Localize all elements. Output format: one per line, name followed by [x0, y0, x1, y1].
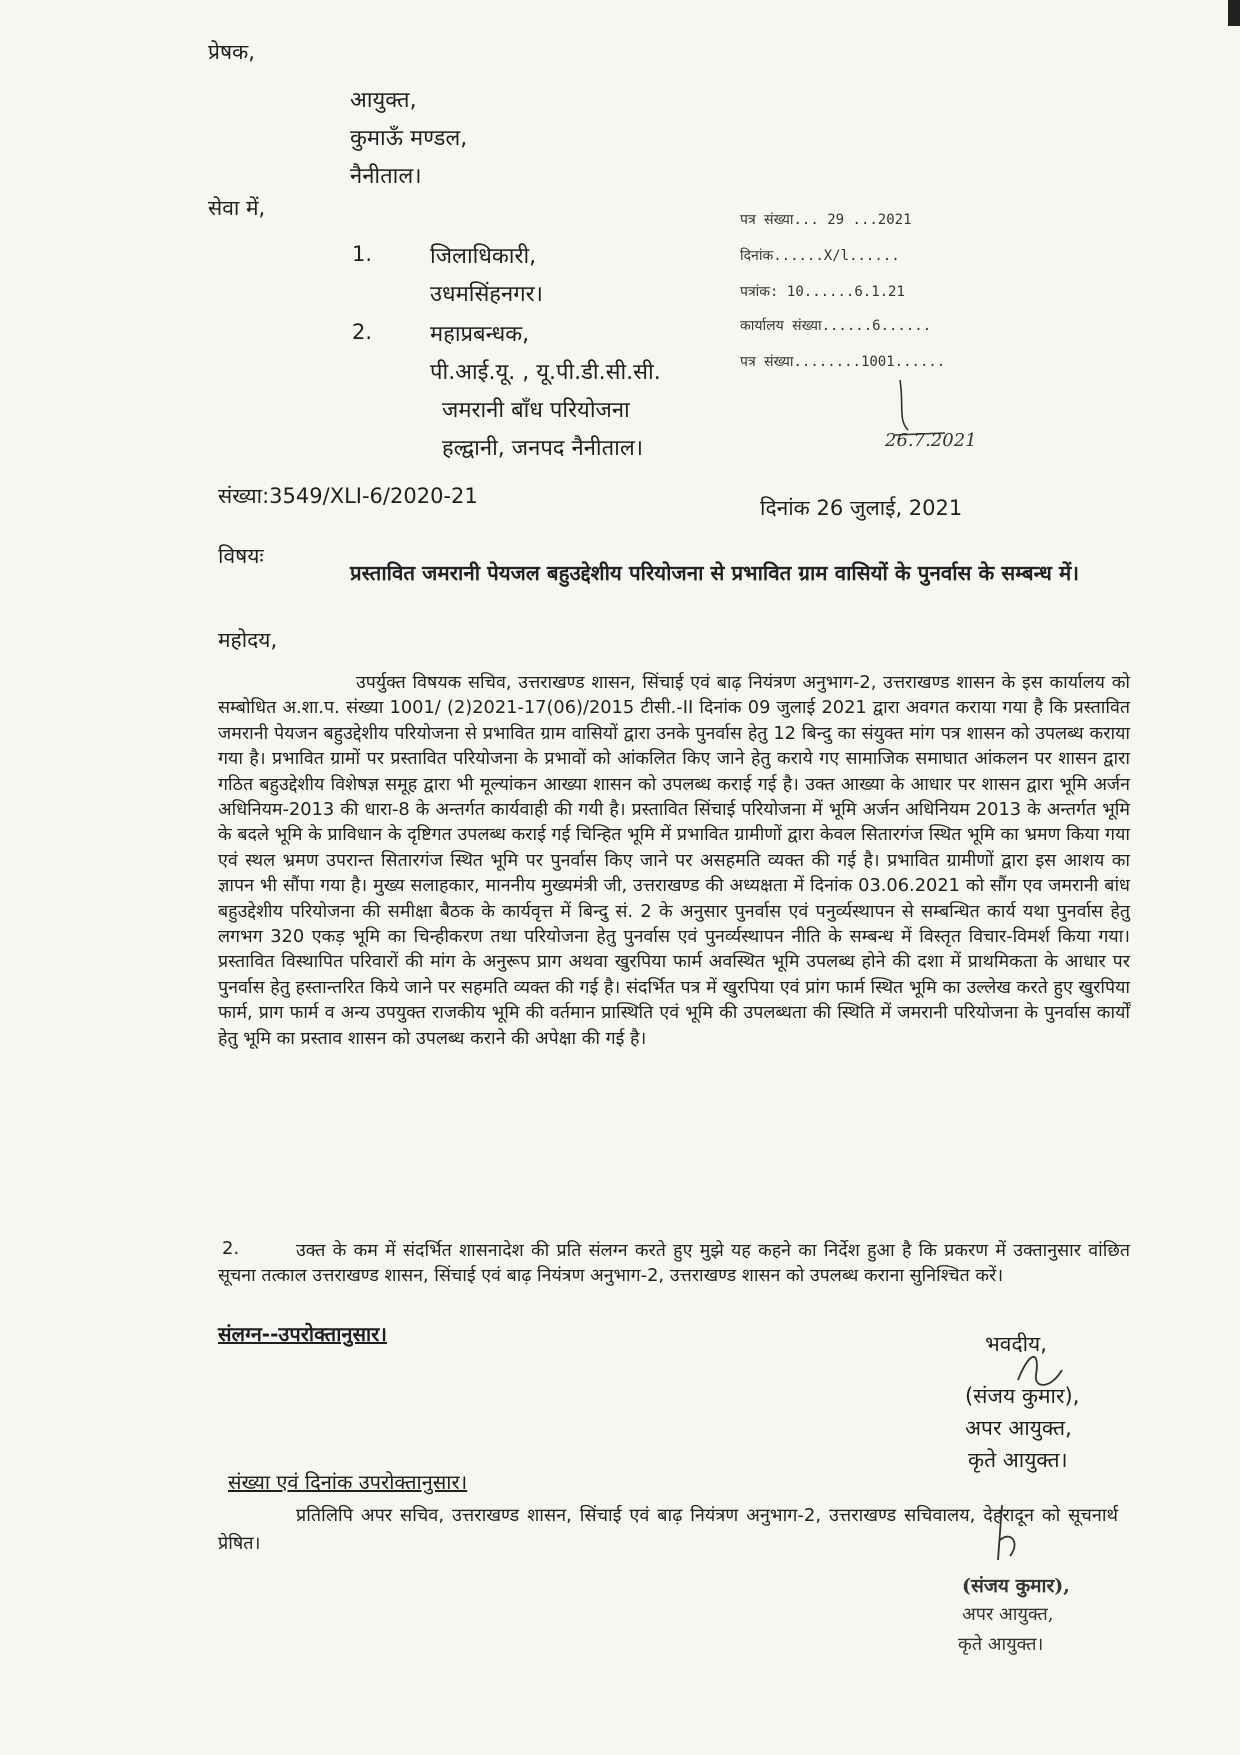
recipient-1-number: 1.: [352, 242, 373, 266]
stamp-line-3: पत्रांक: 10......6.1.21: [740, 284, 905, 300]
signature-1-name: (संजय कुमार),: [965, 1384, 1080, 1408]
receipt-stamp: [740, 210, 980, 460]
signature-2-on-behalf: कृते आयुक्त।: [958, 1634, 1044, 1655]
stamp-line-1: पत्र संख्या... 29 ...2021: [740, 212, 912, 228]
signature-1-on-behalf: कृते आयुक्त।: [968, 1448, 1068, 1472]
body-paragraph-2-number: 2.: [222, 1238, 240, 1259]
copy-reference: संख्या एवं दिनांक उपरोक्तानुसार।: [228, 1470, 468, 1494]
recipient-1-line-2: उधमसिंहनगर।: [430, 282, 543, 307]
subject-text: प्रस्तावित जमरानी पेयजल बहुउद्देशीय परियोजना से प्रभावित ग्राम वासियों के पुनर्वास के सम्बन्ध में।: [350, 561, 1080, 585]
signature-2-handwritten: [990, 1500, 1050, 1570]
recipient-2-line-3: जमरानी बाँध परियोजना: [442, 398, 630, 423]
copy-text: प्रतिलिपि अपर सचिव, उत्तराखण्ड शासन, सिंचाई एवं बाढ़ नियंत्रण अनुभाग-2, उत्तराखण्ड सचिवालय, देहरादून को सूचनार्थ प्रेषित।: [218, 1505, 1118, 1554]
seva-me-label: सेवा में,: [208, 196, 266, 220]
signature-2-designation: अपर आयुक्त,: [962, 1604, 1054, 1625]
sender-line-3: नैनीताल।: [350, 164, 422, 189]
scan-edge-mark: [1228, 0, 1240, 26]
letter-date: दिनांक 26 जुलाई, 2021: [760, 496, 963, 520]
reference-number: संख्या:3549/XLI-6/2020-21: [218, 484, 478, 508]
signature-2-name: (संजय कुमार),: [962, 1575, 1070, 1597]
stamp-line-4: कार्यालय संख्या......6......: [740, 318, 932, 334]
sender-line-1: आयुक्त,: [350, 88, 417, 113]
subject-label: विषयः: [218, 544, 264, 568]
recipient-2-line-1: महाप्रबन्धक,: [430, 322, 530, 347]
signature-1-designation: अपर आयुक्त,: [965, 1416, 1072, 1440]
body-paragraph-2: उक्त के कम में संदर्भित शासनादेश की प्रति संलग्न करते हुए मुझे यह कहने का निर्देश हुआ है कि प्रकरण में उक्तानुसार वांछित सूचना तत्काल उत्तराखण्ड शासन, सिंचाई एवं बाढ़ नियंत्रण अनुभाग-2, उत्तराखण्ड शासन को उपलब्ध कराना सुनिश्चित करें।: [218, 1240, 1130, 1287]
enclosure-note: संलग्न--उपरोक्तानुसार।: [218, 1322, 387, 1346]
recipient-2-line-2: पी.आई.यू. , यू.पी.डी.सी.सी.: [430, 360, 661, 385]
prakshak-label: प्रेषक,: [208, 40, 255, 64]
signature-1-closing: भवदीय,: [985, 1332, 1047, 1356]
stamp-handwritten-date: 26.7.2021: [885, 430, 977, 451]
salutation: महोदय,: [218, 628, 278, 652]
stamp-initial-mark: [890, 375, 950, 445]
recipient-2-line-4: हल्द्वानी, जनपद नैनीताल।: [442, 436, 644, 461]
stamp-line-5: पत्र संख्या........1001......: [740, 354, 946, 370]
recipient-1-line-1: जिलाधिकारी,: [430, 244, 537, 269]
stamp-line-2: दिनांक......X/l......: [740, 248, 900, 264]
sender-line-2: कुमाऊँ मण्डल,: [350, 126, 468, 151]
recipient-2-number: 2.: [352, 320, 373, 344]
body-paragraph-1: उपर्युक्त विषयक सचिव, उत्तराखण्ड शासन, सिंचाई एवं बाढ़ नियंत्रण अनुभाग-2, उत्तराखण्ड शासन के इस कार्यालय को सम्बोधित अ.शा.प. संख्या 1001/ (2)2021-17(06)/2015 टीसी.-II दिनांक 09 जुलाई 2021 द्वारा अवगत कराया गया है कि प्रस्तावित जमरानी पेयजन बहुउद्देशीय परियोजना से प्रभावित ग्राम वासियों द्वारा उनके पुनर्वास हेतु 12 बिन्दु का संयुक्त मांग पत्र शासन को उपलब्ध कराया गया है। प्रभावित ग्रामों पर प्रस्तावित परियोजना के प्रभावों को आंकलित किए जाने हेतु कराये गए सामाजिक समाघात आंकलन पर शासन द्वारा गठित बहुउद्देशीय विशेषज्ञ समूह द्वारा भी मूल्यांकन आख्या शासन को उपलब्ध कराई गई है। उक्त आख्या के आधार पर शासन द्वारा भूमि अर्जन अधिनियम-2013 की धारा-8 के अन्तर्गत कार्यवाही की गयी है। प्रस्तावित सिंचाई परियोजना में भूमि अर्जन अधिनियम 2013 के अन्तर्गत भूमि के बदले भूमि के प्राविधान के दृष्टिगत उपलब्ध कराई गई चिन्हित भूमि में प्रभावित ग्रामीणों द्वारा केवल सितारगंज स्थित भूमि का भ्रमण किया गया एवं स्थल भ्रमण उपरान्त सितारगंज स्थित भूमि पर पुनर्वास किए जाने पर असहमति व्यक्त की गई है। प्रभावित ग्रामीणों द्वारा इस आशय का ज्ञापन भी सौंपा गया है। मुख्य सलाहकार, माननीय मुख्यमंत्री जी, उत्तराखण्ड की अध्यक्षता में दिनांक 03.06.2021 को सौंग एव जमरानी बांध बहुउद्देशीय परियोजना की समीक्षा बैठक के कार्यवृत्त में बिन्दु सं. 2 के अनुसार पुनर्वास एवं पनुर्व्यस्थापन से सम्बन्धित कार्य यथा पुनर्वास हेतु लगभग 320 एकड़ भूमि का चिन्हीकरण तथा परियोजना हेतु पुनर्वास एवं पुनर्व्यस्थापन नीति के सम्बन्ध में विस्तृत विचार-विमर्श किया गया। प्रस्तावित विस्थापित परिवारों की मांग के अनुरूप प्राग अथवा खुरपिया फार्म अवस्थित भूमि उपलब्ध होने की दशा में प्राथमिकता के आधार पर पुनर्वास हेतु हस्तान्तरित किये जाने पर सहमति व्यक्त की गई है। संदर्भित पत्र में खुरपिया एवं प्रांग फार्म स्थित भूमि का उल्लेख करते हुए खुरपिया फार्म, प्राग फार्म व अन्य उपयुक्त राजकीय भूमि की वर्तमान प्रास्थिति एवं भूमि की उपलब्धता की स्थिति में जमरानी परियोजना के पुनर्वास कार्यों हेतु भूमि का प्रस्ताव शासन को उपलब्ध कराने की अपेक्षा की गई है।: [218, 672, 1130, 1049]
